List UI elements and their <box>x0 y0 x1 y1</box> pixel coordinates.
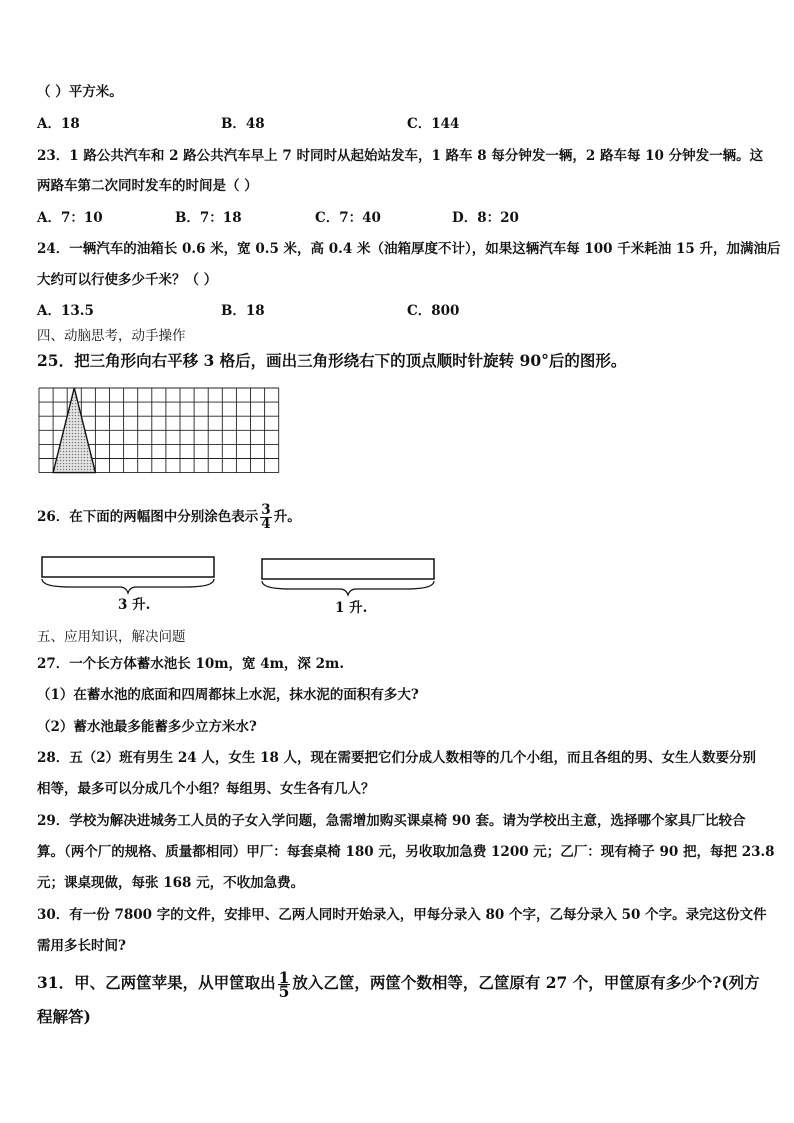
q31-prefix: 31．甲、乙两筐苹果，从甲筐取出 <box>37 973 276 992</box>
q26-bar-1l <box>260 557 440 597</box>
q28-line2: 相等，最多可以分成几个小组？每组男、女生各有几人？ <box>37 781 375 797</box>
q26-suffix: 升。 <box>273 509 301 525</box>
q22-tail: （ ）平方米。 <box>37 84 123 100</box>
q26-bar-1l-rect <box>262 559 434 579</box>
q23-line2: 两路车第二次同时发车的时间是（ ） <box>37 178 258 194</box>
q31-denominator: 5 <box>278 981 290 1001</box>
q29-line3: 元；课桌现做，每张 168 元，不收加急费。 <box>37 875 305 891</box>
q26-fraction <box>260 504 271 531</box>
q27-sub1: （1）在蓄水池的底面和四周都抹上水泥，抹水泥的面积有多大? <box>37 687 419 703</box>
q24-option-c: C．800 <box>407 303 460 319</box>
section-4-heading: 四、动脑思考，动手操作 <box>37 328 186 344</box>
q26-prefix: 26．在下面的两幅图中分别涂色表示 <box>37 509 259 525</box>
q24-option-a: A．13.5 <box>37 303 94 319</box>
q30-line2: 需用多长时间? <box>37 938 126 954</box>
q26-numerator: 3 <box>261 502 271 518</box>
section-5-heading: 五、应用知识，解决问题 <box>37 629 186 645</box>
q28-line1: 28．五（2）班有男生 24 人，女生 18 人，现在需要把它们分成人数相等的几个小组，而且各组的男、女生人数要分别 <box>37 750 757 766</box>
q31-suffix: 放入乙筐，两筐个数相等，乙筐原有 27 个，甲筐原有多少个?(列方 <box>292 973 760 992</box>
q24-line1: 24．一辆汽车的油箱长 0.6 米，宽 0.5 米，高 0.4 米（油箱厚度不计），如果这辆汽车每 100 千米耗油 15 升，加满油后 <box>37 241 781 257</box>
q25-text: 25．把三角形向右平移 3 格后，画出三角形绕右下的顶点顺时针旋转 90°后的图形。 <box>37 351 627 370</box>
q24-line2: 大约可以行使多少千米？（ ） <box>37 272 218 288</box>
q26-brace-1l <box>262 581 434 595</box>
q26-brace-3l <box>42 579 214 593</box>
q26-label-1l: 1 升. <box>335 600 368 616</box>
q22-option-b: B．48 <box>221 116 265 132</box>
q23-option-c: C．7：40 <box>315 210 381 226</box>
q31-fraction <box>278 967 291 1001</box>
q26-label-3l: 3 升. <box>118 597 151 613</box>
q26-bar-3l <box>40 555 220 595</box>
q26-denominator: 4 <box>261 516 271 532</box>
q23-option-b: B．7：18 <box>175 210 242 226</box>
q30-line1: 30．有一份 7800 字的文件，安排甲、乙两人同时开始录入，甲每分录入 80 个字，乙每分录入 50 个字。录完这份文件 <box>37 907 767 923</box>
q26-bar-3l-rect <box>42 557 214 577</box>
q31-line1 <box>37 966 760 1000</box>
q29-line1: 29．学校为解决进城务工人员的子女入学问题，急需增加购买课桌椅 90 套。请为学校出主意，选择哪个家具厂比较合 <box>37 813 746 829</box>
q23-line1: 23．1 路公共汽车和 2 路公共汽车早上 7 时同时从起始站发车，1 路车 8 每分钟发一辆，2 路车每 10 分钟发一辆。这 <box>37 148 764 164</box>
q24-option-b: B．18 <box>221 303 265 319</box>
q23-option-a: A．7：10 <box>37 210 103 226</box>
q26-text <box>37 502 301 532</box>
q27-line1: 27．一个长方体蓄水池长 10m，宽 4m，深 2m. <box>37 656 345 672</box>
q22-option-c: C．144 <box>407 116 460 132</box>
q22-option-a: A．18 <box>37 116 80 132</box>
q25-grid-figure <box>38 387 278 474</box>
q27-sub2: （2）蓄水池最多能蓄多少立方米水? <box>37 719 257 735</box>
q31-numerator: 1 <box>278 967 290 987</box>
q31-line2: 程解答) <box>37 1007 91 1026</box>
q29-line2: 算。（两个厂的规格、质量都相同）甲厂：每套桌椅 180 元，另收取加急费 1200 元；乙厂：现有椅子 90 把，每把 23.8 <box>37 844 775 860</box>
q23-option-d: D．8：20 <box>452 210 519 226</box>
